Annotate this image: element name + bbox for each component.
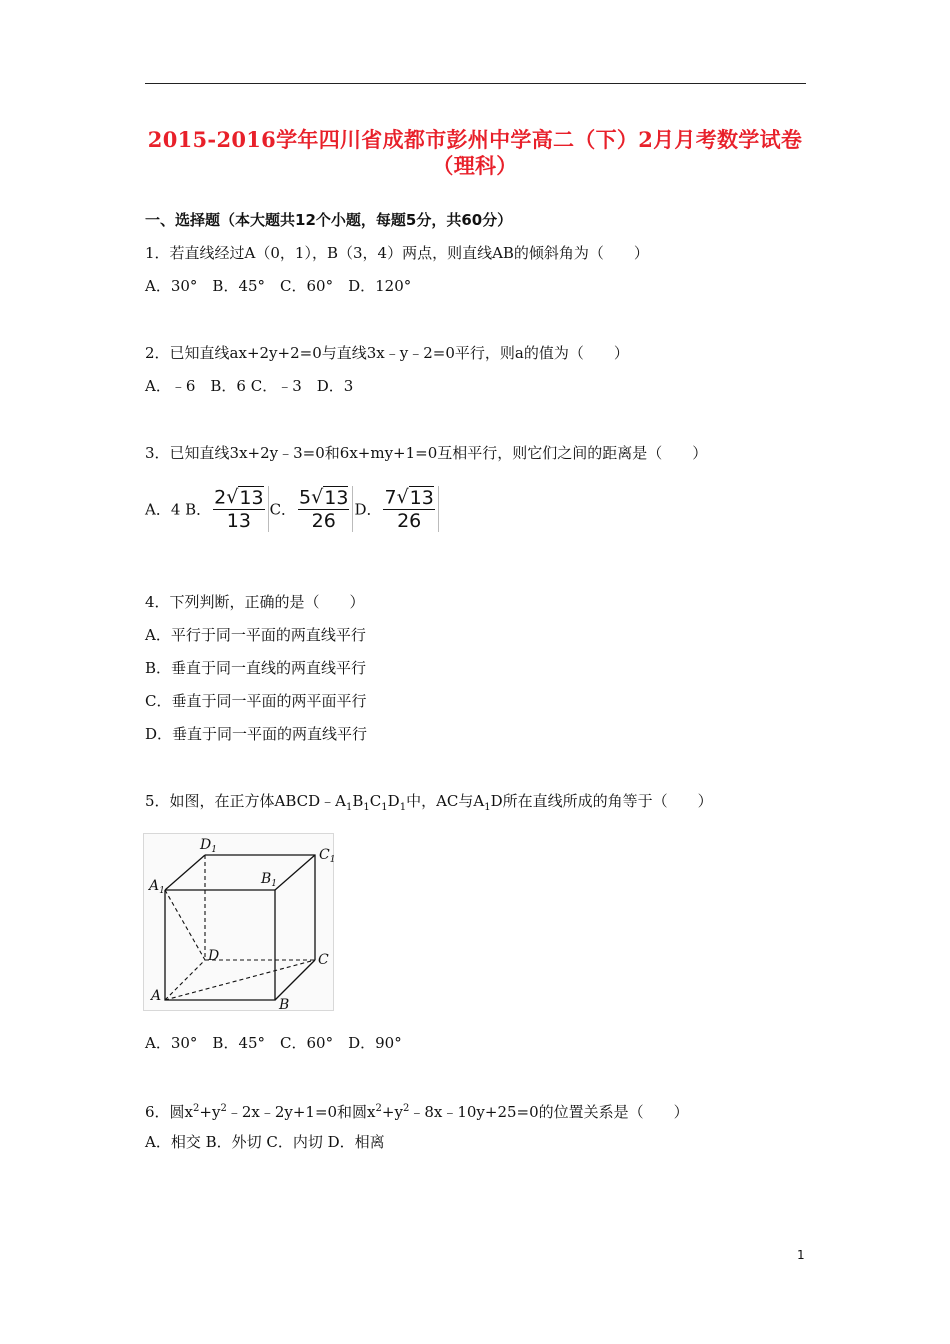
q3-option-c: C． — [269, 500, 297, 519]
label-d: D — [208, 948, 220, 964]
exam-title-line2: （理科） — [432, 153, 518, 178]
exam-title-line1: 2015-2016学年四川省成都市彭州中学高二（下）2月月考数学试卷 — [147, 127, 803, 152]
label-d1: $D_1$ — [200, 837, 217, 855]
q3-fraction-d: $\frac{7√13}{26}$ — [382, 486, 438, 532]
q3-option-a: A．4 B． — [145, 500, 212, 519]
q5-options: A．30° B．45° C．60° D．90° — [145, 1034, 402, 1052]
label-b1: $B_1$ — [261, 871, 278, 889]
q4-stem: 4．下列判断，正确的是（ ） — [145, 593, 365, 611]
q1-stem: 1．若直线经过A（0，1），B（3，4）两点，则直线AB的倾斜角为（ ） — [145, 244, 649, 262]
q5-stem: 5．如图，在正方体$ABCD﹣A_1B_1C_1D_1$中，AC与$A_1D$所在直线所成的角等于（ ） — [145, 792, 713, 813]
q4-option-c: C．垂直于同一平面的两平面平行 — [145, 692, 367, 710]
q3-option-d: D． — [354, 500, 382, 519]
page-number: 1 — [797, 1248, 805, 1262]
section-heading: 一、选择题（本大题共12个小题，每题5分，共60分） — [145, 211, 513, 229]
q3-stem: 3．已知直线3x+2y﹣3=0和6x+my+1=0互相平行，则它们之间的距离是（ ） — [145, 444, 708, 462]
q4-option-b: B．垂直于同一直线的两直线平行 — [145, 659, 367, 677]
q3-fraction-b: $\frac{2√13}{13}$ — [212, 486, 268, 532]
label-a1: $A_1$ — [149, 878, 165, 896]
label-c1: $C_1$ — [319, 847, 336, 865]
q4-option-a: A．平行于同一平面的两直线平行 — [145, 626, 366, 644]
q3-options — [145, 486, 440, 534]
label-a: A — [151, 988, 162, 1004]
label-b: B — [279, 997, 290, 1013]
q6-options: A．相交 B．外切 C．内切 D．相离 — [145, 1133, 385, 1151]
q6-stem: 6．圆$x^2+y^2﹣2x﹣2y+1=0$和圆$x^2+y^2﹣8x﹣10y+25=0$的位置关系是（ ） — [145, 1103, 689, 1121]
figure-frame — [144, 834, 334, 1011]
q3-fraction-c: $\frac{5√13}{26}$ — [297, 486, 353, 532]
cube-figure — [143, 833, 334, 1011]
q4-option-d: D．垂直于同一平面的两直线平行 — [145, 725, 368, 743]
header-rule — [145, 83, 806, 84]
label-c: C — [318, 952, 329, 968]
q2-options: A．﹣6 B．6 C．﹣3 D．3 — [145, 377, 354, 395]
q2-stem: 2．已知直线ax+2y+2=0与直线3x﹣y﹣2=0平行，则a的值为（ ） — [145, 344, 629, 362]
q1-options: A．30° B．45° C．60° D．120° — [145, 277, 412, 295]
